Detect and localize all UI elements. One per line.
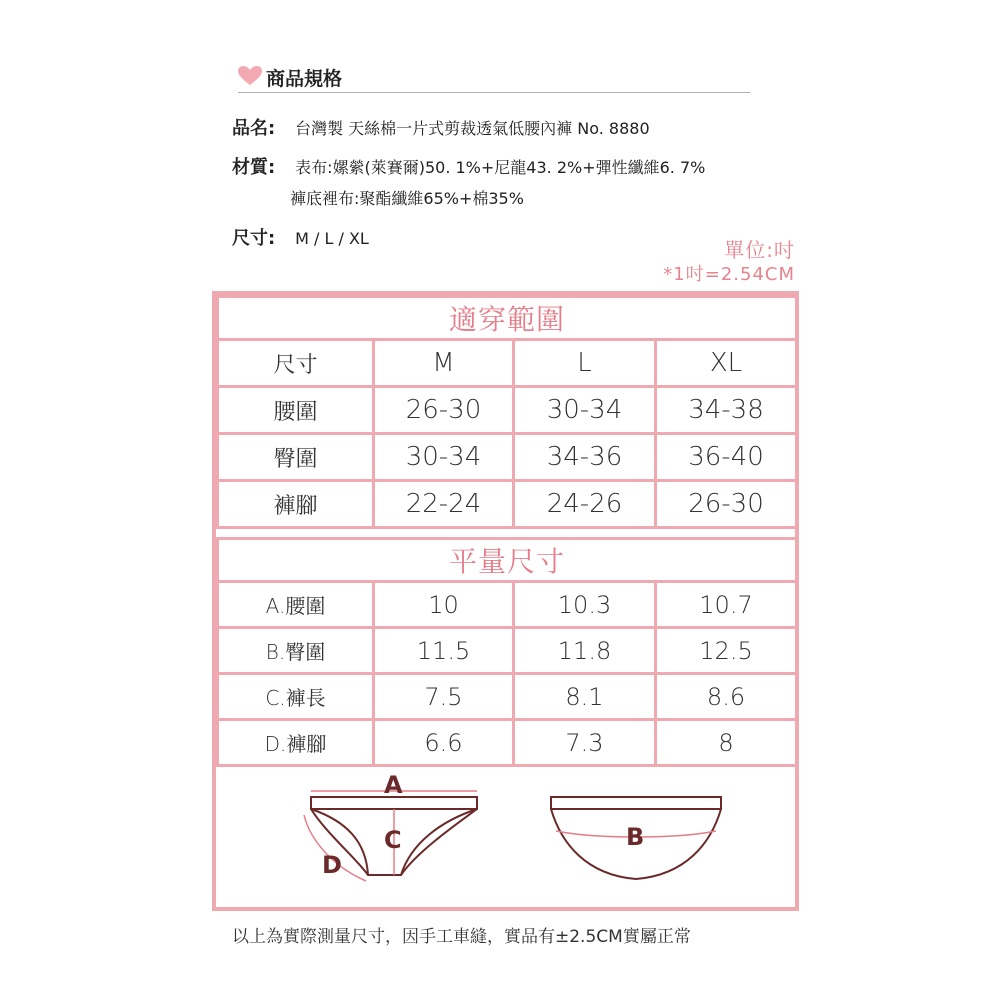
spec-header (238, 62, 750, 93)
size-table (212, 291, 799, 911)
header-l: L (514, 340, 656, 387)
cell: 26-30 (656, 481, 797, 528)
cell: 10.3 (514, 582, 656, 628)
row-label: 臀圍 (218, 434, 374, 481)
label-d: D (322, 851, 342, 879)
cell: 10 (374, 582, 514, 628)
cell: 34-36 (514, 434, 656, 481)
table-row (218, 582, 797, 628)
material-value: 表布:嫘縈(萊賽爾)50. 1%+尼龍43. 2%+彈性纖維6. 7% (295, 158, 706, 177)
cell: 11.8 (514, 628, 656, 674)
table-row (218, 434, 797, 481)
cell: 30-34 (514, 387, 656, 434)
size-label: 尺寸: (232, 228, 276, 249)
product-name-label: 品名: (232, 118, 276, 139)
product-name-row (232, 114, 650, 140)
row-label: B.臀圍 (218, 628, 374, 674)
label-c: C (384, 826, 402, 854)
header-xl: XL (656, 340, 797, 387)
row-label: D.褲腳 (218, 720, 374, 766)
cell: 30-34 (374, 434, 514, 481)
material-label: 材質: (232, 157, 276, 178)
cell: 11.5 (374, 628, 514, 674)
fit-range-title: 適穿範圍 (218, 297, 797, 340)
table-row (218, 387, 797, 434)
cell: 12.5 (656, 628, 797, 674)
label-a: A (384, 771, 403, 799)
spec-title: 商品規格 (266, 68, 343, 90)
table-row (218, 481, 797, 528)
table-row (218, 720, 797, 766)
fit-range-table (216, 295, 798, 529)
material-row (232, 153, 705, 179)
unit-label: 單位:吋 (724, 238, 795, 262)
unit-conversion: *1吋=2.54CM (663, 264, 795, 285)
cell: 24-26 (514, 481, 656, 528)
cell: 7.5 (374, 674, 514, 720)
cell: 8.6 (656, 674, 797, 720)
cell: 34-38 (656, 387, 797, 434)
cell: 6.6 (374, 720, 514, 766)
cell: 8.1 (514, 674, 656, 720)
row-label: A.腰圍 (218, 582, 374, 628)
table-header-row (218, 340, 797, 387)
cell: 22-24 (374, 481, 514, 528)
measurement-disclaimer: 以上為實際測量尺寸，因手工車縫，實品有±2.5CM實屬正常 (232, 927, 691, 947)
header-m: M (374, 340, 514, 387)
table-row (218, 628, 797, 674)
cell: 36-40 (656, 434, 797, 481)
cell: 26-30 (374, 387, 514, 434)
cell: 10.7 (656, 582, 797, 628)
lining-value: 褲底裡布:聚酯纖維65%+棉35% (290, 189, 524, 208)
flat-measure-table (216, 537, 798, 767)
product-name-value: 台灣製 天絲棉一片式剪裁透氣低腰內褲 No. 8880 (295, 119, 650, 138)
lining-row (290, 186, 524, 209)
size-row (232, 224, 369, 250)
label-b: B (626, 823, 645, 851)
flat-measure-title: 平量尺寸 (218, 539, 797, 582)
size-value: M / L / XL (295, 229, 369, 248)
row-label: 褲腳 (218, 481, 374, 528)
cell: 8 (656, 720, 797, 766)
cell: 7.3 (514, 720, 656, 766)
row-label: 腰圍 (218, 387, 374, 434)
row-label: C.褲長 (218, 674, 374, 720)
header-size: 尺寸 (218, 340, 374, 387)
heart-icon (238, 66, 262, 86)
table-row (218, 674, 797, 720)
measurement-diagram (216, 763, 795, 907)
